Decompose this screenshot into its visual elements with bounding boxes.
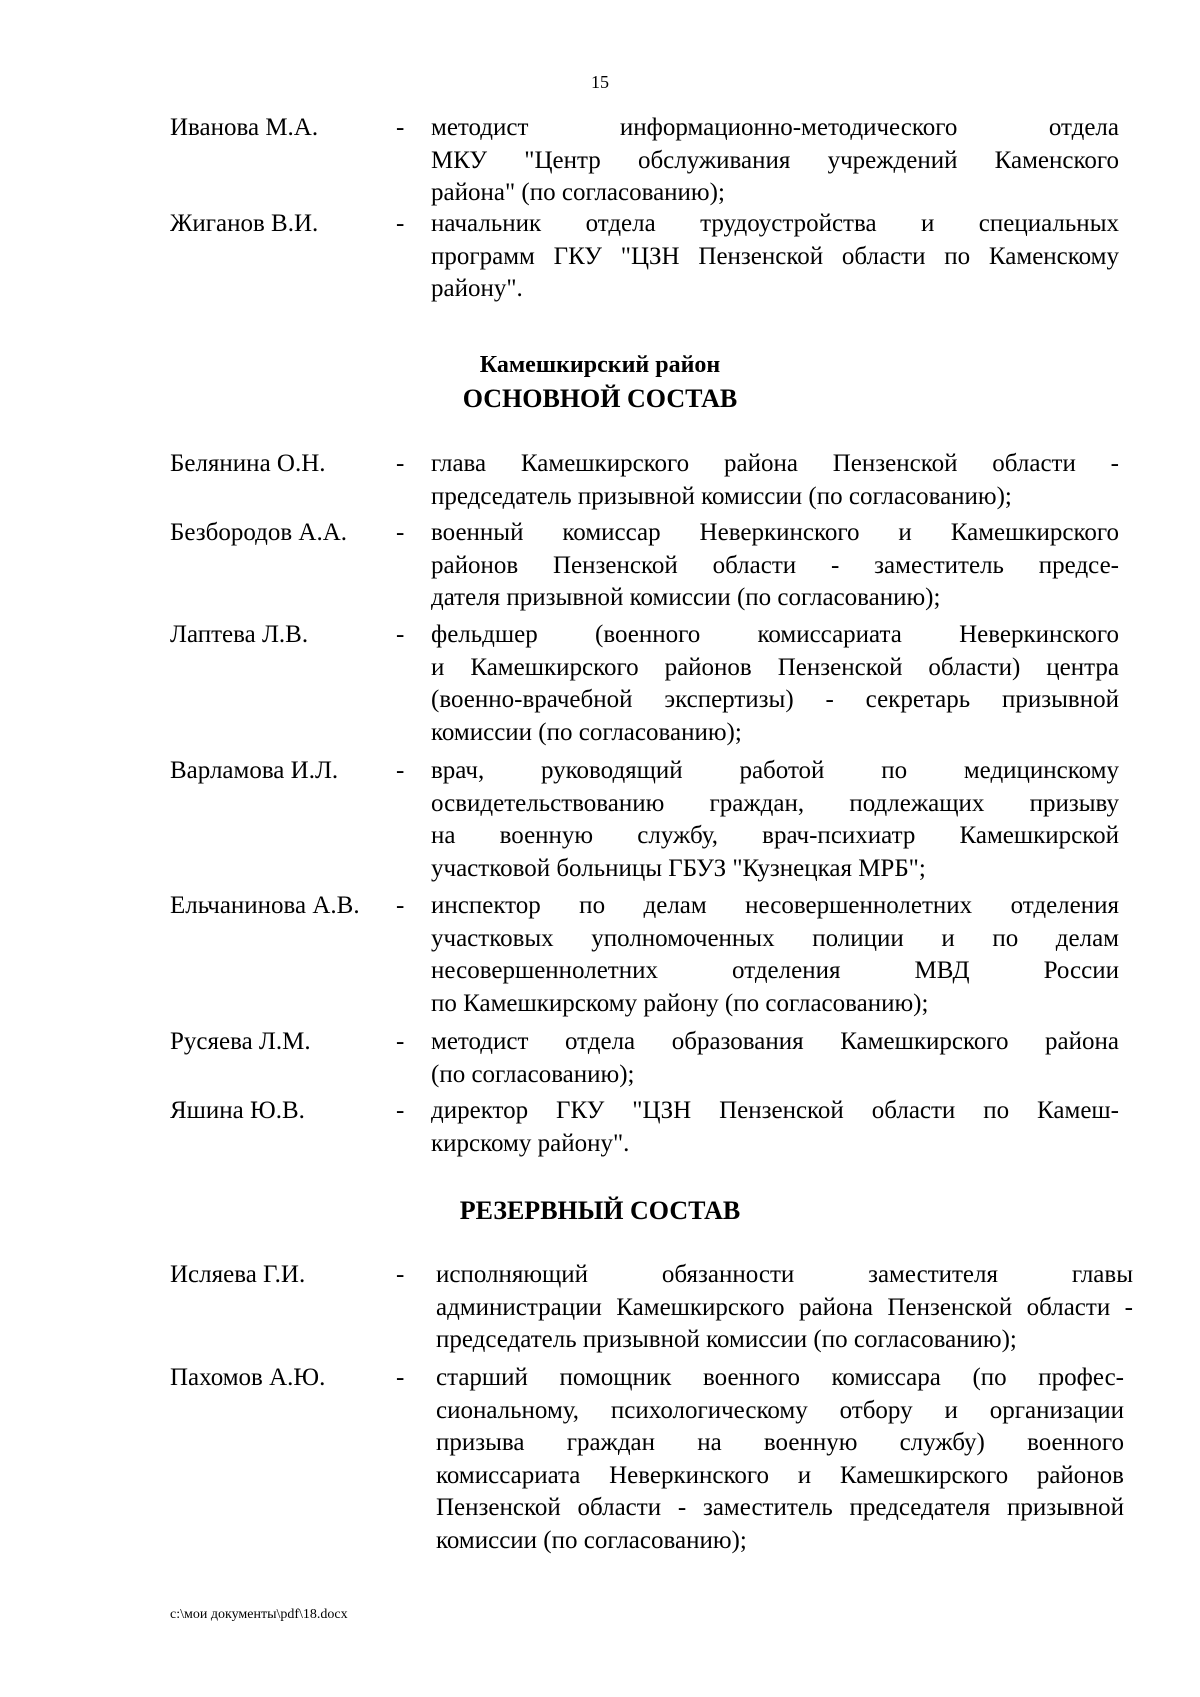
text-line: комиссии (по согласованию); — [436, 1526, 747, 1554]
text-line: кирскому району". — [431, 1129, 630, 1157]
text-line: комиссии (по согласованию); — [431, 718, 742, 746]
text-line: председатель призывной комиссии (по согласованию); — [436, 1326, 1017, 1353]
dash-separator: - — [396, 519, 405, 546]
text-line: несовершеннолетних отделения МВД России — [431, 957, 1119, 984]
dash-separator: - — [396, 1028, 405, 1055]
text-line: района" (по согласованию); — [431, 179, 725, 206]
dash-separator: - — [396, 757, 405, 784]
text-line: администрации Камешкирского района Пензенской области - — [436, 1293, 1133, 1321]
member-position — [431, 112, 1119, 210]
text-line: району". — [431, 275, 523, 302]
text-line: и Камешкирского районов Пензенской области) центра — [431, 653, 1119, 681]
dash-separator: - — [396, 114, 405, 141]
text-line: освидетельствованию граждан, подлежащих призыву — [431, 789, 1119, 817]
text-line: районов Пензенской области - заместитель предсе- — [431, 551, 1119, 579]
member-position — [431, 1095, 1119, 1160]
member-position — [436, 1259, 1133, 1357]
text-line: Пензенской области - заместитель председателя призывной — [436, 1494, 1124, 1521]
text-line: по Камешкирскому району (по согласованию); — [431, 989, 929, 1017]
member-name: Русяева Л.М. — [170, 1028, 311, 1055]
dash-separator: - — [396, 621, 405, 648]
member-name: Пахомов А.Ю. — [170, 1364, 326, 1391]
text-line: военный комиссар Неверкинского и Камешкирского — [431, 519, 1119, 546]
member-position — [431, 619, 1119, 749]
text-line: участковых уполномоченных полиции и по делам — [431, 924, 1119, 952]
section-heading-reserve: РЕЗЕРВНЫЙ СОСТАВ — [459, 1196, 741, 1225]
text-line: директор ГКУ "ЦЗН Пензенской области по Камеш- — [431, 1097, 1119, 1124]
text-line: дателя призывной комиссии (по согласованию); — [431, 584, 941, 611]
member-position — [431, 1026, 1119, 1091]
member-position — [431, 517, 1119, 615]
member-position — [431, 755, 1119, 885]
member-name: Белянина О.Н. — [170, 450, 326, 477]
text-line: МКУ "Центр обслуживания учреждений Каменского — [431, 146, 1119, 174]
text-line: исполняющий обязанности заместителя главы — [436, 1261, 1133, 1288]
text-line: врач, руководящий работой по медицинскому — [431, 757, 1119, 784]
text-line: сиональному, психологическому отбору и организации — [436, 1396, 1124, 1424]
text-line: начальник отдела трудоустройства и специальных — [431, 210, 1119, 237]
text-line: призыва граждан на военную службу) военного — [436, 1429, 1124, 1456]
member-name: Исляева Г.И. — [170, 1261, 306, 1288]
dash-separator: - — [396, 1364, 405, 1391]
member-name: Яшина Ю.В. — [170, 1097, 305, 1124]
text-line: глава Камешкирского района Пензенской области - — [431, 450, 1119, 477]
dash-separator: - — [396, 210, 405, 237]
member-position — [431, 448, 1119, 513]
text-line: на военную службу, врач-психиатр Камешкирской — [431, 822, 1119, 849]
member-position — [436, 1362, 1124, 1557]
member-position — [431, 208, 1119, 306]
dash-separator: - — [396, 1261, 405, 1288]
member-name: Варламова И.Л. — [170, 757, 339, 784]
text-line: (по согласованию); — [431, 1060, 635, 1088]
section-heading-main: ОСНОВНОЙ СОСТАВ — [462, 384, 738, 413]
text-line: председатель призывной комиссии (по согласованию); — [431, 482, 1012, 510]
member-name: Жиганов В.И. — [170, 210, 319, 237]
member-name: Иванова М.А. — [170, 114, 319, 141]
text-line: инспектор по делам несовершеннолетних отделения — [431, 892, 1119, 919]
member-position — [431, 890, 1119, 1020]
dash-separator: - — [396, 892, 405, 919]
text-line: методист отдела образования Камешкирского района — [431, 1028, 1119, 1055]
member-name: Лаптева Л.В. — [170, 621, 309, 648]
footer-file-path: c:\мои документы\pdf\18.docx — [170, 1607, 348, 1622]
dash-separator: - — [396, 450, 405, 477]
district-heading: Камешкирский район — [479, 352, 721, 378]
text-line: фельдшер (военного комиссариата Неверкинского — [431, 621, 1119, 648]
text-line: программ ГКУ "ЦЗН Пензенской области по Каменскому — [431, 242, 1119, 270]
dash-separator: - — [396, 1097, 405, 1124]
page-number: 15 — [591, 72, 609, 92]
text-line: комиссариата Неверкинского и Камешкирского районов — [436, 1461, 1124, 1489]
text-line: (военно-врачебной экспертизы) - секретарь призывной — [431, 686, 1119, 713]
text-line: участковой больницы ГБУЗ "Кузнецкая МРБ"; — [431, 854, 926, 882]
text-line: старший помощник военного комиссара (по профес- — [436, 1364, 1124, 1391]
member-name: Безбородов А.А. — [170, 519, 348, 546]
text-line: методист информационно-методического отдела — [431, 114, 1119, 141]
member-name: Ельчанинова А.В. — [170, 892, 360, 919]
